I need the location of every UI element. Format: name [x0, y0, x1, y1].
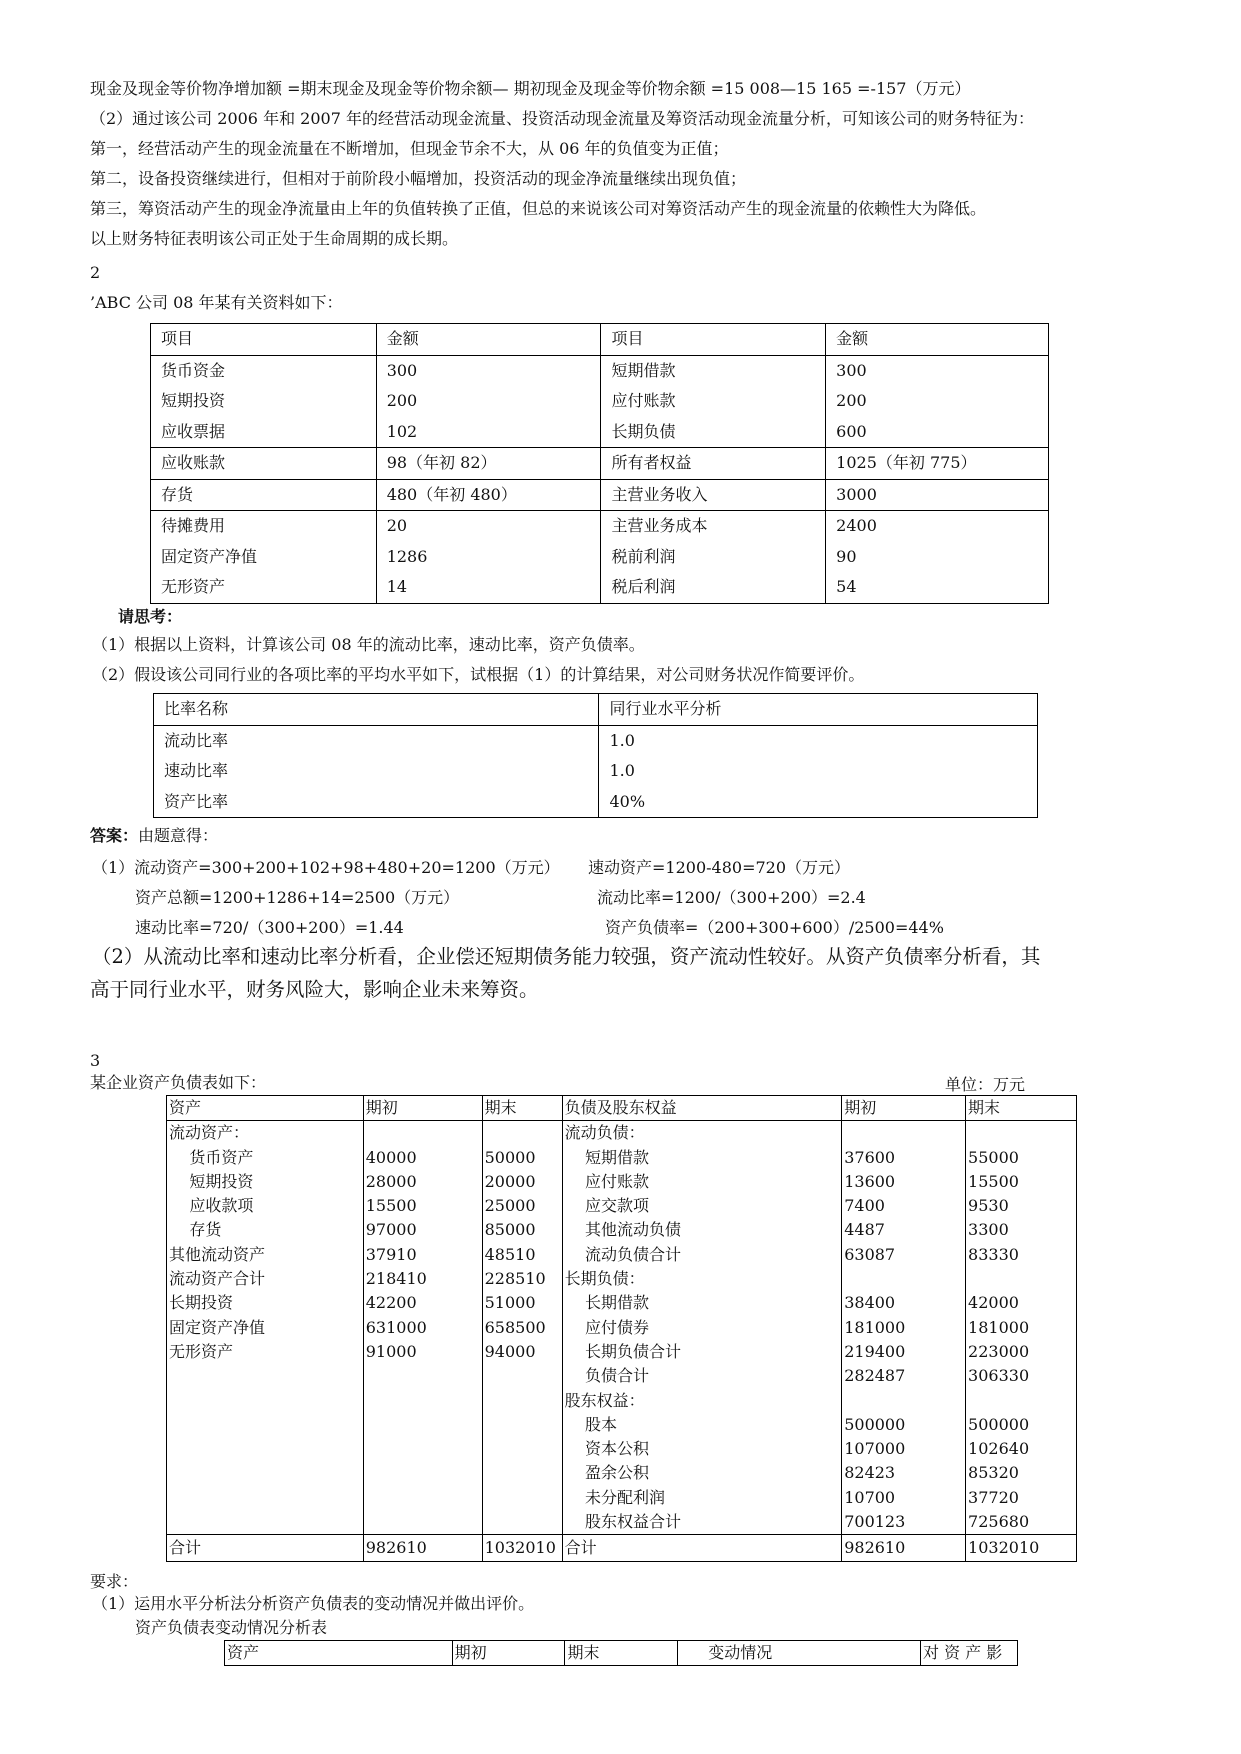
table-cell: 主营业务成本	[601, 511, 826, 542]
unit-label: 单位：万元	[945, 1075, 1026, 1094]
header-cell: 对 资 产 影	[921, 1641, 1018, 1666]
table-row	[151, 542, 1049, 573]
table-row	[167, 1510, 1077, 1535]
table-cell: 13600	[842, 1170, 966, 1194]
table-header-row	[167, 1096, 1077, 1121]
table-cell: 28000	[363, 1170, 482, 1194]
table-cell	[363, 1437, 482, 1461]
question-number-3: 3	[90, 1051, 101, 1070]
table-cell: 待摊费用	[151, 511, 377, 542]
table-cell: 流动资产合计	[167, 1267, 364, 1291]
table-cell: 盈余公积	[562, 1461, 842, 1485]
table-cell: 200	[826, 386, 1049, 417]
table-cell: 725680	[966, 1510, 1077, 1535]
table-cell: 982610	[842, 1535, 966, 1562]
table-cell	[842, 1121, 966, 1146]
table-cell	[482, 1121, 562, 1146]
q2-data-table	[150, 323, 1049, 604]
table-cell: 主营业务收入	[601, 479, 826, 511]
table-row	[167, 1291, 1077, 1315]
table-cell: 税前利润	[601, 542, 826, 573]
table-cell: 货币资金	[151, 355, 377, 386]
table-cell	[167, 1389, 364, 1413]
table-cell: 9530	[966, 1194, 1077, 1218]
table-cell: 长期投资	[167, 1291, 364, 1315]
table-row	[151, 417, 1049, 448]
requirements-label: 要求：	[90, 1572, 139, 1591]
change-analysis-table	[224, 1640, 1018, 1666]
header-cell: 金额	[826, 324, 1049, 356]
table-cell: 181000	[966, 1316, 1077, 1340]
table-cell: 40000	[363, 1146, 482, 1170]
table-cell: 38400	[842, 1291, 966, 1315]
requirement-1: （1）运用水平分析法分析资产负债表的变动情况并做出评价。	[92, 1594, 535, 1613]
table-cell: 480（年初 480）	[376, 479, 601, 511]
table-cell: 长期负债合计	[562, 1340, 842, 1364]
table-cell: 42200	[363, 1291, 482, 1315]
table-cell: 货币资产	[167, 1146, 364, 1170]
table-cell: 1.0	[599, 756, 1038, 787]
table-cell	[363, 1510, 482, 1535]
table-cell: 37910	[363, 1243, 482, 1267]
table-cell	[167, 1461, 364, 1485]
table-row	[154, 787, 1038, 818]
table-cell: 50000	[482, 1146, 562, 1170]
table-cell	[966, 1389, 1077, 1413]
table-row	[167, 1364, 1077, 1388]
table-cell: 3300	[966, 1218, 1077, 1242]
table-row	[167, 1389, 1077, 1413]
intro-line-3: 第一，经营活动产生的现金流量在不断增加，但现金节余不大，从 06 年的负值变为正值；	[90, 139, 729, 158]
table-cell: 资产比率	[154, 787, 599, 818]
table-row	[167, 1486, 1077, 1510]
table-cell: 91000	[363, 1340, 482, 1364]
table-cell: 1025（年初 775）	[826, 448, 1049, 480]
table-row	[151, 448, 1049, 480]
calc-debt-ratio: 资产负债率=（200+300+600）/2500=44%	[605, 918, 944, 937]
table-row	[167, 1170, 1077, 1194]
table-cell: 219400	[842, 1340, 966, 1364]
table-cell: 税后利润	[601, 572, 826, 603]
question-number-2: 2	[90, 263, 101, 282]
table-cell: 20000	[482, 1170, 562, 1194]
table-cell: 股东权益：	[562, 1389, 842, 1413]
q2-question-1: （1）根据以上资料，计算该公司 08 年的流动比率，速动比率，资产负债率。	[92, 635, 645, 654]
table-cell: 长期借款	[562, 1291, 842, 1315]
table-cell: 700123	[842, 1510, 966, 1535]
table-cell: 90	[826, 542, 1049, 573]
table-cell: 63087	[842, 1243, 966, 1267]
table-cell: 存货	[151, 479, 377, 511]
intro-line-4: 第二，设备投资继续进行，但相对于前阶段小幅增加，投资活动的现金净流量继续出现负值；	[90, 169, 747, 188]
table-cell: 2400	[826, 511, 1049, 542]
table-cell: 20	[376, 511, 601, 542]
table-cell: 短期借款	[562, 1146, 842, 1170]
header-cell: 同行业水平分析	[599, 694, 1038, 726]
table-cell: 应收账款	[151, 448, 377, 480]
table-cell: 固定资产净值	[151, 542, 377, 573]
header-cell: 期末	[482, 1096, 562, 1121]
table-total-row	[167, 1535, 1077, 1562]
table-cell: 1032010	[966, 1535, 1077, 1562]
table-cell: 94000	[482, 1340, 562, 1364]
table-cell: 40%	[599, 787, 1038, 818]
table-cell: 54	[826, 572, 1049, 603]
header-cell: 期末	[966, 1096, 1077, 1121]
table-row	[167, 1267, 1077, 1291]
table-cell: 14	[376, 572, 601, 603]
table-cell: 应付账款	[601, 386, 826, 417]
table-cell: 200	[376, 386, 601, 417]
table-row	[167, 1218, 1077, 1242]
table-cell: 存货	[167, 1218, 364, 1242]
table-row	[151, 572, 1049, 603]
table-cell	[482, 1437, 562, 1461]
table-cell	[966, 1267, 1077, 1291]
header-cell: 期初	[363, 1096, 482, 1121]
table-cell: 无形资产	[167, 1340, 364, 1364]
header-cell: 变动情况	[678, 1641, 921, 1666]
table-cell: 98（年初 82）	[376, 448, 601, 480]
table-cell: 228510	[482, 1267, 562, 1291]
table-row	[167, 1316, 1077, 1340]
table-cell: 500000	[966, 1413, 1077, 1437]
table-cell: 合计	[167, 1535, 364, 1562]
table-cell	[842, 1267, 966, 1291]
table-cell: 1.0	[599, 725, 1038, 756]
intro-line-6: 以上财务特征表明该公司正处于生命周期的成长期。	[90, 229, 459, 248]
table-cell: 102	[376, 417, 601, 448]
table-cell: 其他流动资产	[167, 1243, 364, 1267]
answer-intro: 由题意得：	[138, 826, 219, 845]
table-cell: 631000	[363, 1316, 482, 1340]
table-cell: 51000	[482, 1291, 562, 1315]
table-cell: 306330	[966, 1364, 1077, 1388]
q2-intro: ’ABC 公司 08 年某有关资料如下：	[90, 293, 343, 312]
balance-sheet-table	[166, 1095, 1077, 1562]
table-row	[151, 479, 1049, 511]
table-row	[167, 1146, 1077, 1170]
table-cell: 固定资产净值	[167, 1316, 364, 1340]
table-cell: 1286	[376, 542, 601, 573]
table-cell: 85000	[482, 1218, 562, 1242]
table-cell: 短期投资	[167, 1170, 364, 1194]
table-row	[167, 1194, 1077, 1218]
header-cell: 资产	[225, 1641, 453, 1666]
header-cell: 项目	[601, 324, 826, 356]
q2-question-2: （2）假设该公司同行业的各项比率的平均水平如下，试根据（1）的计算结果，对公司财务状况作简要评价。	[92, 665, 865, 684]
calc-current-assets: （1）流动资产=300+200+102+98+480+20=1200（万元）	[92, 858, 560, 877]
table-cell: 300	[826, 355, 1049, 386]
table-cell: 223000	[966, 1340, 1077, 1364]
table-cell: 应交款项	[562, 1194, 842, 1218]
table-cell: 应收款项	[167, 1194, 364, 1218]
table-cell: 42000	[966, 1291, 1077, 1315]
conclusion-line-1: （2）从流动比率和速动比率分析看，企业偿还短期债务能力较强，资产流动性较好。从资产负债率分析看，其	[92, 945, 1041, 968]
table-cell: 短期投资	[151, 386, 377, 417]
ratio-table	[153, 693, 1038, 818]
table-cell: 83330	[966, 1243, 1077, 1267]
table-cell: 600	[826, 417, 1049, 448]
table-cell: 218410	[363, 1267, 482, 1291]
table-cell	[363, 1364, 482, 1388]
table-cell: 应付债券	[562, 1316, 842, 1340]
table-cell: 37600	[842, 1146, 966, 1170]
table-row	[151, 386, 1049, 417]
think-label: 请思考：	[118, 607, 183, 626]
table-cell: 其他流动负债	[562, 1218, 842, 1242]
table-cell: 55000	[966, 1146, 1077, 1170]
table-row	[154, 725, 1038, 756]
table-cell	[842, 1389, 966, 1413]
q3-intro: 某企业资产负债表如下：	[90, 1073, 267, 1092]
table-cell: 长期负债	[601, 417, 826, 448]
table-row	[151, 355, 1049, 386]
table-cell: 500000	[842, 1413, 966, 1437]
header-cell: 期末	[565, 1641, 678, 1666]
header-cell: 金额	[376, 324, 601, 356]
table-cell	[966, 1121, 1077, 1146]
table-cell: 25000	[482, 1194, 562, 1218]
table-row	[167, 1437, 1077, 1461]
table-cell: 82423	[842, 1461, 966, 1485]
table-cell	[482, 1461, 562, 1485]
table-cell	[363, 1413, 482, 1437]
table-cell: 无形资产	[151, 572, 377, 603]
table-cell: 300	[376, 355, 601, 386]
table-cell: 181000	[842, 1316, 966, 1340]
answer-line	[90, 825, 218, 847]
header-cell: 资产	[167, 1096, 364, 1121]
table-cell	[482, 1486, 562, 1510]
table-cell	[482, 1413, 562, 1437]
table-cell: 股本	[562, 1413, 842, 1437]
table-cell	[482, 1364, 562, 1388]
table-cell: 长期负债：	[562, 1267, 842, 1291]
table-cell	[363, 1389, 482, 1413]
header-cell: 期初	[842, 1096, 966, 1121]
table-cell: 85320	[966, 1461, 1077, 1485]
table-cell: 97000	[363, 1218, 482, 1242]
table-cell	[167, 1437, 364, 1461]
header-cell: 负债及股东权益	[562, 1096, 842, 1121]
table-header-row	[154, 694, 1038, 726]
intro-line-5: 第三，筹资活动产生的现金净流量由上年的负值转换了正值，但总的来说该公司对筹资活动产生的现金流量的依赖性大为降低。	[90, 199, 987, 218]
table-cell: 流动资产：	[167, 1121, 364, 1146]
table-cell	[167, 1413, 364, 1437]
table-cell: 10700	[842, 1486, 966, 1510]
header-cell: 期初	[452, 1641, 565, 1666]
table-row	[154, 756, 1038, 787]
table-header-row	[225, 1641, 1018, 1666]
table-cell: 15500	[363, 1194, 482, 1218]
table-cell: 流动比率	[154, 725, 599, 756]
calc-quick-assets: 速动资产=1200-480=720（万元）	[588, 858, 851, 877]
table-cell	[167, 1486, 364, 1510]
table-cell: 所有者权益	[601, 448, 826, 480]
change-table-title: 资产负债表变动情况分析表	[135, 1618, 328, 1637]
answer-label: 答案：	[90, 826, 139, 845]
table-cell: 4487	[842, 1218, 966, 1242]
table-cell: 流动负债合计	[562, 1243, 842, 1267]
header-cell: 项目	[151, 324, 377, 356]
intro-line-1: 现金及现金等价物净增加额 =期末现金及现金等价物余额— 期初现金及现金等价物余额 =15 008—15 165 =-157（万元）	[90, 79, 971, 98]
calc-quick-ratio: 速动比率=720/（300+200）=1.44	[135, 918, 404, 937]
table-row	[167, 1340, 1077, 1364]
table-cell: 102640	[966, 1437, 1077, 1461]
table-cell: 合计	[562, 1535, 842, 1562]
table-cell	[167, 1510, 364, 1535]
table-cell: 48510	[482, 1243, 562, 1267]
table-row	[151, 511, 1049, 542]
table-cell: 股东权益合计	[562, 1510, 842, 1535]
table-row	[167, 1461, 1077, 1485]
table-cell: 流动负债：	[562, 1121, 842, 1146]
table-cell: 15500	[966, 1170, 1077, 1194]
table-row	[167, 1243, 1077, 1267]
table-cell: 1032010	[482, 1535, 562, 1562]
table-cell: 短期借款	[601, 355, 826, 386]
table-cell: 107000	[842, 1437, 966, 1461]
table-cell: 应付账款	[562, 1170, 842, 1194]
table-cell	[482, 1510, 562, 1535]
table-cell	[363, 1121, 482, 1146]
table-cell: 282487	[842, 1364, 966, 1388]
table-header-row	[151, 324, 1049, 356]
table-cell: 未分配利润	[562, 1486, 842, 1510]
table-cell	[167, 1364, 364, 1388]
table-cell: 7400	[842, 1194, 966, 1218]
table-cell	[482, 1389, 562, 1413]
header-cell: 比率名称	[154, 694, 599, 726]
table-cell: 负债合计	[562, 1364, 842, 1388]
table-cell: 37720	[966, 1486, 1077, 1510]
table-cell: 应收票据	[151, 417, 377, 448]
table-row	[167, 1121, 1077, 1146]
table-cell: 资本公积	[562, 1437, 842, 1461]
intro-line-2: （2）通过该公司 2006 年和 2007 年的经营活动现金流量、投资活动现金流量及筹资活动现金流量分析，可知该公司的财务特征为：	[90, 109, 1034, 128]
table-cell	[363, 1486, 482, 1510]
table-cell: 3000	[826, 479, 1049, 511]
calc-current-ratio: 流动比率=1200/（300+200）=2.4	[597, 888, 866, 907]
calc-total-assets: 资产总额=1200+1286+14=2500（万元）	[135, 888, 460, 907]
conclusion-line-2: 高于同行业水平，财务风险大，影响企业未来筹资。	[90, 978, 539, 1001]
table-cell: 658500	[482, 1316, 562, 1340]
table-cell	[363, 1461, 482, 1485]
table-cell: 982610	[363, 1535, 482, 1562]
table-row	[167, 1413, 1077, 1437]
table-cell: 速动比率	[154, 756, 599, 787]
